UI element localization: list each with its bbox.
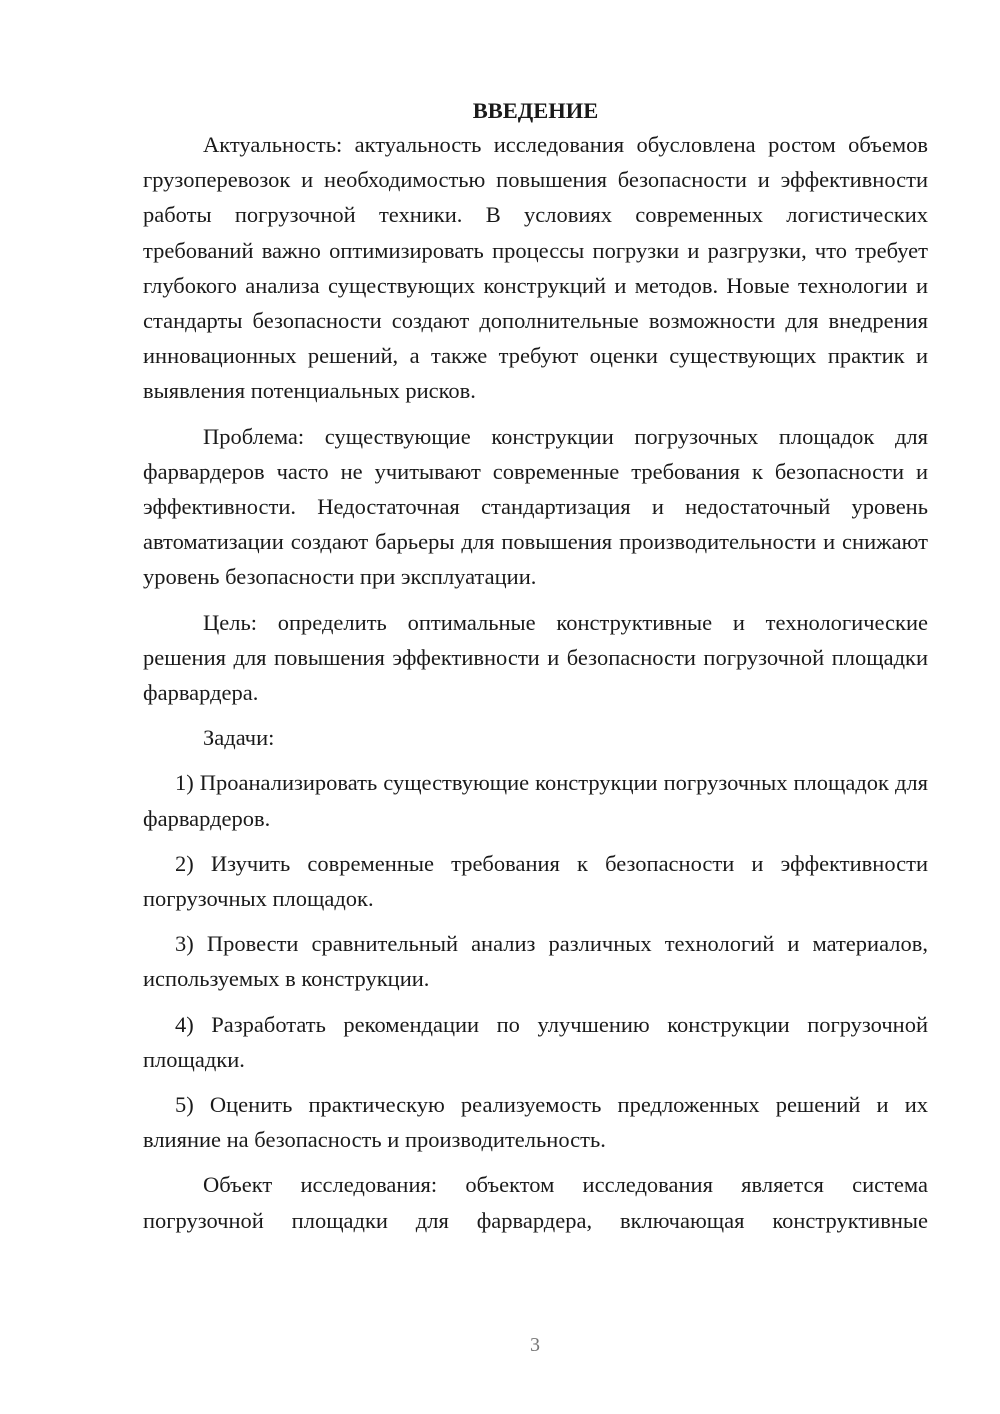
task-item-2: 2) Изучить современные требования к безопасности и эффективности погрузочных площадок.	[143, 850, 928, 912]
goal-paragraph: Цель: определить оптимальные конструктивные и технологические решения для повышения эффективности и безопасности погрузочной площадки фарвардера.	[143, 609, 928, 706]
relevance-paragraph: Актуальность: актуальность исследования обусловлена ростом объемов грузоперевозок и необходимостью повышения безопасности и эффективности работы погрузочной техники. В условиях современных логистических требований важно оптимизировать процессы погрузки и разгрузки, что требует глубокого анализа существующих конструкций и методов. Новые технологии и стандарты безопасности создают дополнительные возможности для внедрения инновационных решений, а также требуют оценки существующих практик и выявления потенциальных рисков.	[143, 132, 928, 404]
task-item-3: 3) Провести сравнительный анализ различных технологий и материалов, используемых в конструкции.	[143, 931, 928, 992]
task-item-1: 1) Проанализировать существующие конструкции погрузочных площадок для фарвардеров.	[143, 770, 928, 831]
task-item-5: 5) Оценить практическую реализуемость предложенных решений и их влияние на безопасность и производительность.	[143, 1092, 928, 1153]
object-paragraph: Объект исследования: объектом исследования является система погрузочной площадки для фарвардера, включающая конструктивные	[143, 1172, 928, 1233]
page-number: 3	[530, 1334, 540, 1356]
tasks-title: Задачи:	[203, 725, 275, 751]
page-content	[143, 96, 928, 1238]
problem-paragraph: Проблема: существующие конструкции погрузочных площадок для фарвардеров часто не учитывают современные требования к безопасности и эффективности. Недостаточная стандартизация и недостаточный уровень автоматизации создают барьеры для повышения производительности и снижают уровень безопасности при эксплуатации.	[143, 423, 928, 590]
task-item-4: 4) Разработать рекомендации по улучшению конструкции погрузочной площадки.	[143, 1011, 928, 1072]
section-heading: ВВЕДЕНИЕ	[472, 98, 599, 123]
